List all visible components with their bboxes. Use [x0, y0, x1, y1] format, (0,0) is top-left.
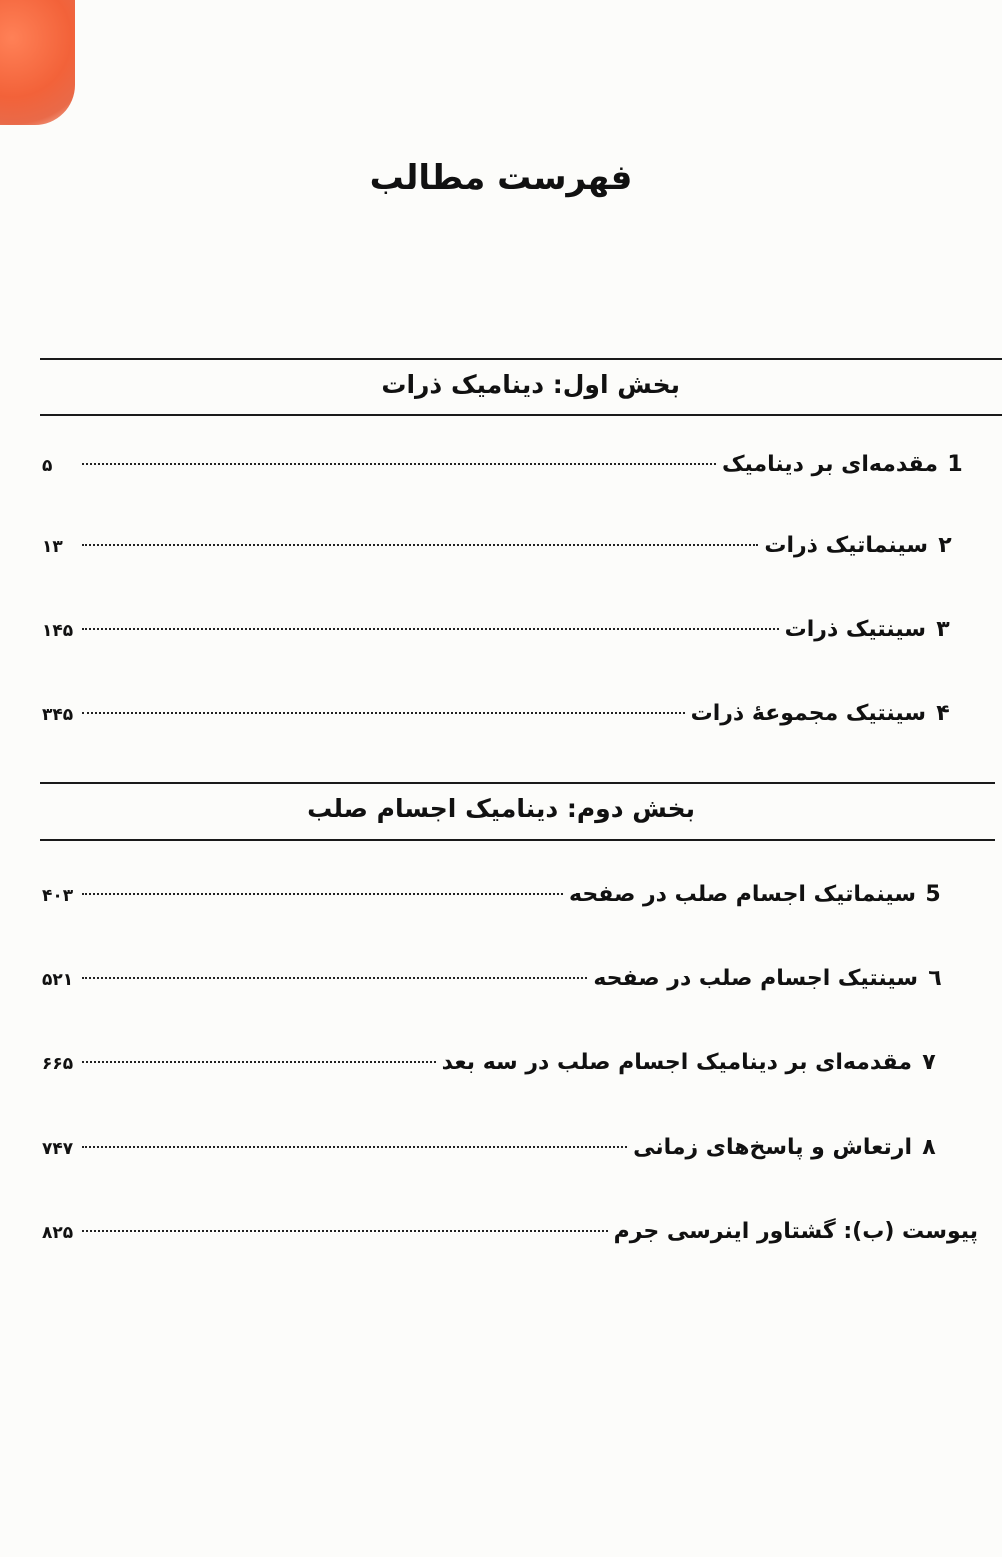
- part1-top-rule: [40, 358, 1002, 360]
- dot-leader: [82, 1230, 608, 1232]
- toc-entry[interactable]: [42, 701, 960, 735]
- entry-number: ٦: [928, 966, 942, 991]
- entry-number: ۳: [936, 617, 950, 642]
- entry-title: سینماتیک اجسام صلب در صفحه: [569, 882, 916, 907]
- page-corner-tab: [0, 0, 75, 125]
- entry-title: سینتیک مجموعهٔ ذرات: [690, 701, 926, 726]
- toc-entry[interactable]: [42, 617, 960, 651]
- dot-leader: [82, 544, 758, 546]
- entry-number: ۷: [922, 1050, 936, 1075]
- part1-bottom-rule: [40, 414, 1002, 416]
- entry-page-number: ۴۰۳: [42, 886, 74, 906]
- entry-page-number: ۱۳: [42, 537, 63, 557]
- toc-entry[interactable]: [42, 452, 972, 486]
- dot-leader: [82, 712, 685, 714]
- entry-title: سینماتیک ذرات: [764, 533, 928, 558]
- entry-page-number: ۵: [42, 456, 53, 476]
- page-title: فهرست مطالب: [369, 158, 633, 198]
- part2-top-rule: [40, 782, 995, 784]
- entry-title: سینتیک ذرات: [784, 617, 926, 642]
- entry-title: پیوست (ب): گشتاور اینرسی جرم: [613, 1219, 978, 1244]
- entry-number: ۲: [938, 533, 952, 558]
- entry-title: مقدمه‌ای بر دینامیک اجسام صلب در سه بعد: [441, 1050, 912, 1075]
- dot-leader: [82, 463, 716, 465]
- dot-leader: [82, 893, 563, 895]
- entry-page-number: ۵۲۱: [42, 970, 74, 990]
- part2-bottom-rule: [40, 839, 995, 841]
- entry-page-number: ۷۴۷: [42, 1139, 74, 1159]
- dot-leader: [82, 977, 587, 979]
- dot-leader: [82, 1061, 436, 1063]
- entry-title: سینتیک اجسام صلب در صفحه: [593, 966, 918, 991]
- entry-number: 1: [947, 452, 963, 477]
- part2-title: بخش دوم: دینامیک اجسام صلب: [307, 794, 695, 823]
- entry-number: ۴: [936, 701, 950, 726]
- entry-page-number: ۱۴۵: [42, 621, 74, 641]
- entry-title: مقدمه‌ای بر دینامیک: [721, 452, 938, 477]
- toc-entry-appendix[interactable]: [42, 1219, 978, 1253]
- toc-entry[interactable]: [42, 1135, 946, 1169]
- dot-leader: [82, 628, 779, 630]
- entry-page-number: ۸۲۵: [42, 1223, 74, 1243]
- toc-entry[interactable]: [42, 533, 962, 567]
- part1-title: بخش اول: دینامیک ذرات: [381, 370, 680, 399]
- toc-entry[interactable]: [42, 882, 950, 916]
- entry-title: ارتعاش و پاسخ‌های زمانی: [633, 1135, 912, 1160]
- toc-entry[interactable]: [42, 1050, 946, 1084]
- toc-entry[interactable]: [42, 966, 952, 1000]
- entry-page-number: ۶۶۵: [42, 1054, 74, 1074]
- entry-number: ۸: [922, 1135, 936, 1160]
- entry-number: 5: [925, 882, 941, 907]
- dot-leader: [82, 1146, 627, 1148]
- entry-page-number: ۳۴۵: [42, 705, 74, 725]
